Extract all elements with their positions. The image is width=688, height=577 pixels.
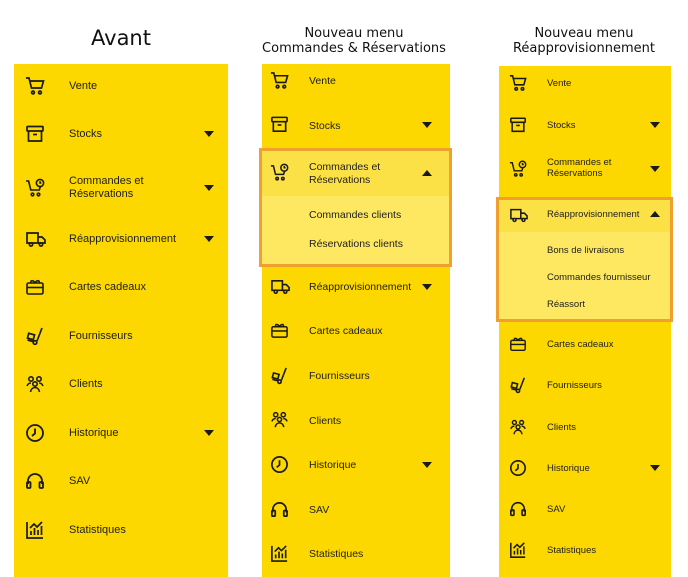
menu-label-historique: Historique: [69, 427, 119, 439]
menu-label-sav: SAV: [309, 504, 330, 516]
headset-icon: [25, 471, 45, 491]
menu-label-vente: Vente: [69, 80, 98, 92]
menu-item-fournisseurs[interactable]: [14, 324, 228, 348]
menu-label-clients: Clients: [69, 378, 103, 390]
menu-label-vente: Vente: [547, 78, 572, 89]
bar-chart-icon: [25, 520, 45, 540]
menu-item-fournisseurs[interactable]: [499, 375, 671, 395]
menu-label-statistiques: Statistiques: [69, 524, 126, 536]
menu-label-cartes: Cartes cadeaux: [547, 339, 614, 350]
highlight-box-reappro: [496, 197, 673, 322]
cart-clock-icon: [25, 178, 45, 198]
menu-item-clients[interactable]: [262, 409, 450, 431]
menu-label-sav: SAV: [547, 504, 566, 515]
chevron-down-icon[interactable]: [204, 236, 214, 242]
chevron-down-icon[interactable]: [422, 284, 432, 290]
chevron-down-icon[interactable]: [422, 462, 432, 468]
menu-label-historique: Historique: [547, 463, 590, 474]
gift-card-icon: [270, 321, 289, 340]
chevron-down-icon[interactable]: [650, 465, 660, 471]
archive-box-icon: [270, 115, 289, 134]
menu-item-cartes[interactable]: [262, 320, 450, 342]
chevron-down-icon[interactable]: [422, 122, 432, 128]
clock-icon: [25, 423, 45, 443]
clock-icon: [509, 459, 527, 477]
menu-label-historique: Historique: [309, 459, 357, 471]
truck-icon: [25, 229, 47, 249]
menu-label-commandes: [69, 175, 144, 200]
bar-chart-icon: [270, 544, 289, 563]
chevron-down-icon[interactable]: [650, 122, 660, 128]
cart-icon: [270, 71, 289, 90]
menu-item-reappro[interactable]: [262, 276, 450, 298]
menu-label-clients: Clients: [547, 422, 577, 433]
menu-label-sav: SAV: [69, 475, 91, 487]
menu-label-commandes-line1: Commandes et: [309, 161, 381, 173]
menu-label-clients: Clients: [309, 415, 342, 427]
title-reappro-line2: Réapprovisionnement: [512, 41, 656, 56]
menu-item-reappro[interactable]: [14, 227, 228, 251]
menu-item-commandes[interactable]: [14, 174, 228, 202]
menu-item-statistiques[interactable]: [262, 543, 450, 565]
menu-label-commandes: [547, 157, 611, 179]
menu-item-commandes[interactable]: [499, 157, 671, 181]
menu-item-sav[interactable]: [262, 499, 450, 521]
menu-item-cartes[interactable]: [499, 334, 671, 354]
menu-item-statistiques[interactable]: [499, 540, 671, 560]
highlight-box-commandes: [259, 148, 452, 267]
submenu-item-reservations-clients[interactable]: Réservations clients: [309, 238, 403, 250]
menu-item-cartes[interactable]: [14, 275, 228, 299]
chevron-down-icon[interactable]: [204, 131, 214, 137]
menu-label-cartes: Cartes cadeaux: [309, 325, 383, 337]
clock-icon: [270, 455, 289, 474]
menu-label-reappro: Réapprovisionnement: [309, 281, 412, 293]
menu-item-historique[interactable]: [14, 421, 228, 445]
cart-icon: [25, 76, 45, 96]
gift-card-icon: [509, 335, 527, 353]
menu-label-stocks: Stocks: [69, 128, 103, 140]
cart-clock-icon: [509, 160, 527, 178]
chevron-down-icon[interactable]: [204, 185, 214, 191]
submenu-item-reassort[interactable]: Réassort: [547, 299, 586, 310]
menu-item-vente[interactable]: [14, 74, 228, 98]
archive-box-icon: [25, 124, 45, 144]
users-icon: [509, 418, 527, 436]
menu-label-commandes-line2: Réservations: [309, 173, 371, 186]
menu-label-commandes-line1: Commandes et: [547, 157, 612, 168]
menu-item-historique[interactable]: [499, 458, 671, 478]
menu-item-sav[interactable]: [14, 469, 228, 493]
menu-avant: [14, 64, 228, 577]
menu-item-vente[interactable]: [262, 70, 450, 92]
headset-icon: [509, 500, 527, 518]
menu-label-fournisseurs: Fournisseurs: [547, 380, 602, 391]
menu-item-clients[interactable]: [499, 417, 671, 437]
submenu-item-commandes-fournisseur[interactable]: Commandes fournisseur: [547, 272, 651, 283]
title-reappro: [492, 26, 676, 56]
menu-item-sav[interactable]: [499, 499, 671, 519]
menu-label-stocks: Stocks: [309, 120, 341, 132]
hand-truck-icon: [270, 366, 289, 385]
truck-icon: [270, 277, 291, 296]
headset-icon: [270, 500, 289, 519]
menu-label-commandes-line1: Commandes et: [69, 175, 144, 187]
chevron-down-icon[interactable]: [204, 430, 214, 436]
menu-label-reappro: Réapprovisionnement: [547, 209, 640, 220]
cart-icon: [509, 74, 527, 92]
users-icon: [25, 374, 45, 394]
menu-item-stocks[interactable]: [499, 115, 671, 135]
submenu-item-commandes-clients[interactable]: Commandes clients: [309, 209, 402, 221]
menu-item-stocks[interactable]: [14, 122, 228, 146]
title-commandes: [256, 26, 452, 56]
menu-label-statistiques: Statistiques: [309, 548, 364, 560]
menu-item-clients[interactable]: [14, 372, 228, 396]
menu-label-commandes-line2: Réservations: [547, 168, 603, 179]
submenu-item-bons-livraisons[interactable]: Bons de livraisons: [547, 245, 625, 256]
menu-item-historique[interactable]: [262, 454, 450, 476]
menu-label-stocks: Stocks: [547, 120, 576, 131]
title-commandes-line2: Commandes & Réservations: [262, 41, 446, 56]
menu-item-stocks[interactable]: [262, 114, 450, 136]
menu-item-vente[interactable]: [499, 73, 671, 93]
bar-chart-icon: [509, 541, 527, 559]
title-avant: Avant: [91, 26, 151, 50]
menu-label-fournisseurs: Fournisseurs: [69, 330, 133, 342]
menu-label-fournisseurs: Fournisseurs: [309, 370, 370, 382]
menu-label-statistiques: Statistiques: [547, 545, 597, 556]
hand-truck-icon: [509, 376, 527, 394]
menu-label-vente: Vente: [309, 75, 336, 87]
menu-label-commandes-line2: Réservations: [69, 187, 134, 200]
title-commandes-line1: Nouveau menu: [304, 26, 404, 41]
title-reappro-line1: Nouveau menu: [534, 26, 634, 41]
gift-card-icon: [25, 277, 45, 297]
menu-item-statistiques[interactable]: [14, 518, 228, 542]
hand-truck-icon: [25, 326, 45, 346]
chevron-down-icon[interactable]: [650, 166, 660, 172]
menu-commandes: [262, 64, 450, 577]
menu-label-cartes: Cartes cadeaux: [69, 281, 147, 293]
menu-item-fournisseurs[interactable]: [262, 365, 450, 387]
archive-box-icon: [509, 116, 527, 134]
menu-label-reappro: Réapprovisionnement: [69, 233, 177, 245]
users-icon: [270, 410, 289, 429]
